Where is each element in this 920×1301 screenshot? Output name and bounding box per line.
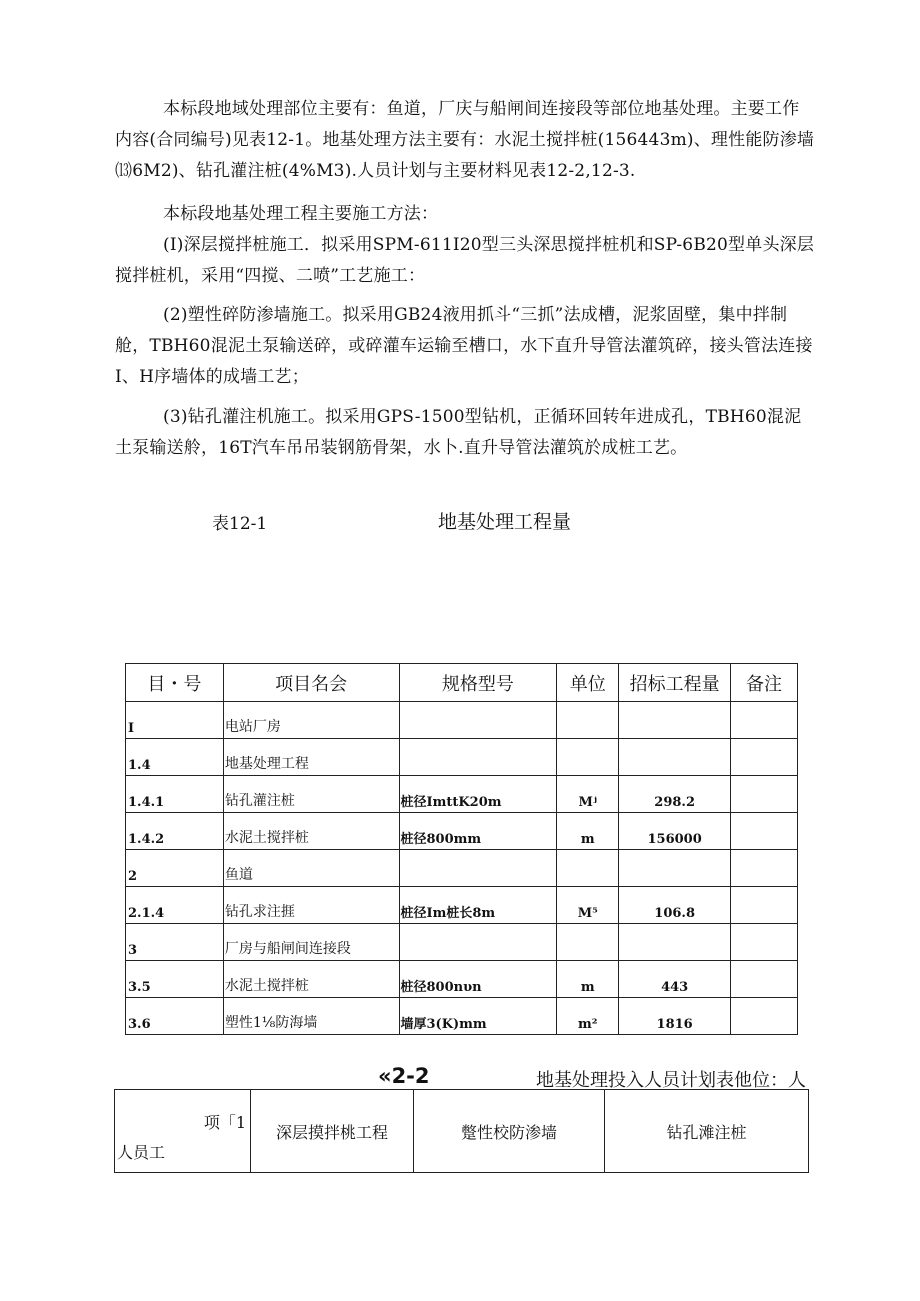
table1-label: 表12-1 (212, 514, 268, 534)
cell-unit: m (557, 961, 619, 998)
cell-note (731, 998, 798, 1035)
cell-quantity: 156000 (619, 813, 731, 850)
cell-note (731, 961, 798, 998)
cell-unit (557, 702, 619, 739)
paragraph-methods-heading: 本标段地基处理工程主要施工方法： (163, 204, 439, 224)
cell-unit (557, 850, 619, 887)
cell-spec (399, 924, 557, 961)
cell-name: 厂房与船闸间连接段 (223, 924, 399, 961)
cell-unit: m (557, 813, 619, 850)
cell-quantity (619, 850, 731, 887)
cell-spec: 桩径800mm (399, 813, 557, 850)
cell-number: 3 (126, 924, 224, 961)
cell-unit (557, 739, 619, 776)
col-header-deep-mixing: 深层摸拌桃工程 (251, 1090, 414, 1173)
table-header-row (115, 1090, 809, 1173)
cell-name: 钻孔求注捱 (223, 887, 399, 924)
table-row (126, 924, 798, 961)
table1-title: 地基处理工程量 (438, 511, 572, 533)
cell-quantity (619, 739, 731, 776)
col-header-cutoff-wall: 蹩性校防渗墙 (414, 1090, 605, 1173)
header-personnel-label: 人员工 (117, 1143, 166, 1162)
cell-number: 3.5 (126, 961, 224, 998)
cell-spec: 桩径Im桩长8m (399, 887, 557, 924)
cell-number: 2.1.4 (126, 887, 224, 924)
col-header-note: 备注 (731, 664, 798, 702)
cell-quantity: 106.8 (619, 887, 731, 924)
cell-name: 电站厂房 (223, 702, 399, 739)
cell-unit: M⁵ (557, 887, 619, 924)
cell-unit: m² (557, 998, 619, 1035)
table2-label: «2-2 (378, 1064, 430, 1088)
cell-spec (399, 702, 557, 739)
cell-unit (557, 924, 619, 961)
cell-number: 2 (126, 850, 224, 887)
cell-note (731, 776, 798, 813)
cell-name: 地基处理工程 (223, 739, 399, 776)
cell-number: 3.6 (126, 998, 224, 1035)
cell-name: 钻孔灌注桩 (223, 776, 399, 813)
cell-quantity: 298.2 (619, 776, 731, 813)
header-item-label: 项「1 (203, 1113, 246, 1132)
cell-name: 水泥土搅拌桩 (223, 961, 399, 998)
table-row (126, 739, 798, 776)
col-header-bored-pile: 钻孔滩注桩 (605, 1090, 809, 1173)
table-row (126, 813, 798, 850)
cell-number: I (126, 702, 224, 739)
personnel-table (114, 1089, 809, 1173)
cell-name: 鱼道 (223, 850, 399, 887)
paragraph-intro: 本标段地域处理部位主要有：鱼道，厂庆与船闸间连接段等部位地基处理。主要工作内容(合同编号)见表12-1。地基处理方法主要有：水泥土搅拌桩(156443m)、理性能防渗墙⒀6M2)、钻孔灌注桩(4%M3).人员计划与主要材料见表12-2,12-3. (115, 99, 815, 181)
quantity-table (125, 663, 798, 1035)
col-header-unit: 单位 (557, 664, 619, 702)
paragraph-method-2: (2)塑性碎防渗墙施工。拟采用GB24液用抓斗“三抓”法成槽，泥浆固壁，集中拌制舱，TBH60混泥土泵输送碎，或碎灌车运输至槽口，水下直升导管法灌筑碎，接头管法连接I、H序墙体的成墙工艺； (115, 305, 813, 387)
col-header-number: 目・号 (126, 664, 224, 702)
table-row (126, 998, 798, 1035)
cell-spec: 墙厚3(K)mm (399, 998, 557, 1035)
cell-spec (399, 739, 557, 776)
table-row (126, 702, 798, 739)
cell-name: 水泥土搅拌桩 (223, 813, 399, 850)
cell-spec: 桩径800nυn (399, 961, 557, 998)
table-row (126, 961, 798, 998)
cell-note (731, 813, 798, 850)
cell-note (731, 739, 798, 776)
paragraph-method-3: (3)钻孔灌注机施工。拟采用GPS-1500型钻机，正循环回转年进成孔，TBH60混泥土泵输送舲，16T汽车吊吊装钢筋骨架，水卜.直升导管法灌筑於成桩工艺。 (115, 407, 802, 458)
col-header-spec: 规格型号 (399, 664, 557, 702)
cell-spec (399, 850, 557, 887)
table2-title: 地基处理投入人员计划表他位：人 (536, 1070, 806, 1091)
cell-quantity (619, 702, 731, 739)
cell-number: 1.4.2 (126, 813, 224, 850)
cell-note (731, 850, 798, 887)
table-row (126, 776, 798, 813)
table-row (126, 887, 798, 924)
table-header-row (126, 664, 798, 702)
cell-note (731, 924, 798, 961)
paragraph-method-1: (I)深层搅拌桩施工．拟采用SPM-611I20型三头深思搅拌桩机和SP-6B20型单头深层搅拌桩机，采用“四搅、二喷”工艺施工： (115, 235, 815, 286)
cell-note (731, 887, 798, 924)
cell-unit: Mʲ (557, 776, 619, 813)
cell-spec: 桩径ImttK20m (399, 776, 557, 813)
col-header-name: 项目名会 (223, 664, 399, 702)
cell-number: 1.4 (126, 739, 224, 776)
cell-name: 塑性1⅛防海墙 (223, 998, 399, 1035)
cell-quantity (619, 924, 731, 961)
table-row (126, 850, 798, 887)
cell-quantity: 443 (619, 961, 731, 998)
cell-note (731, 702, 798, 739)
cell-number: 1.4.1 (126, 776, 224, 813)
diagonal-header-cell (115, 1090, 251, 1173)
col-header-quantity: 招标工程量 (619, 664, 731, 702)
cell-quantity: 1816 (619, 998, 731, 1035)
